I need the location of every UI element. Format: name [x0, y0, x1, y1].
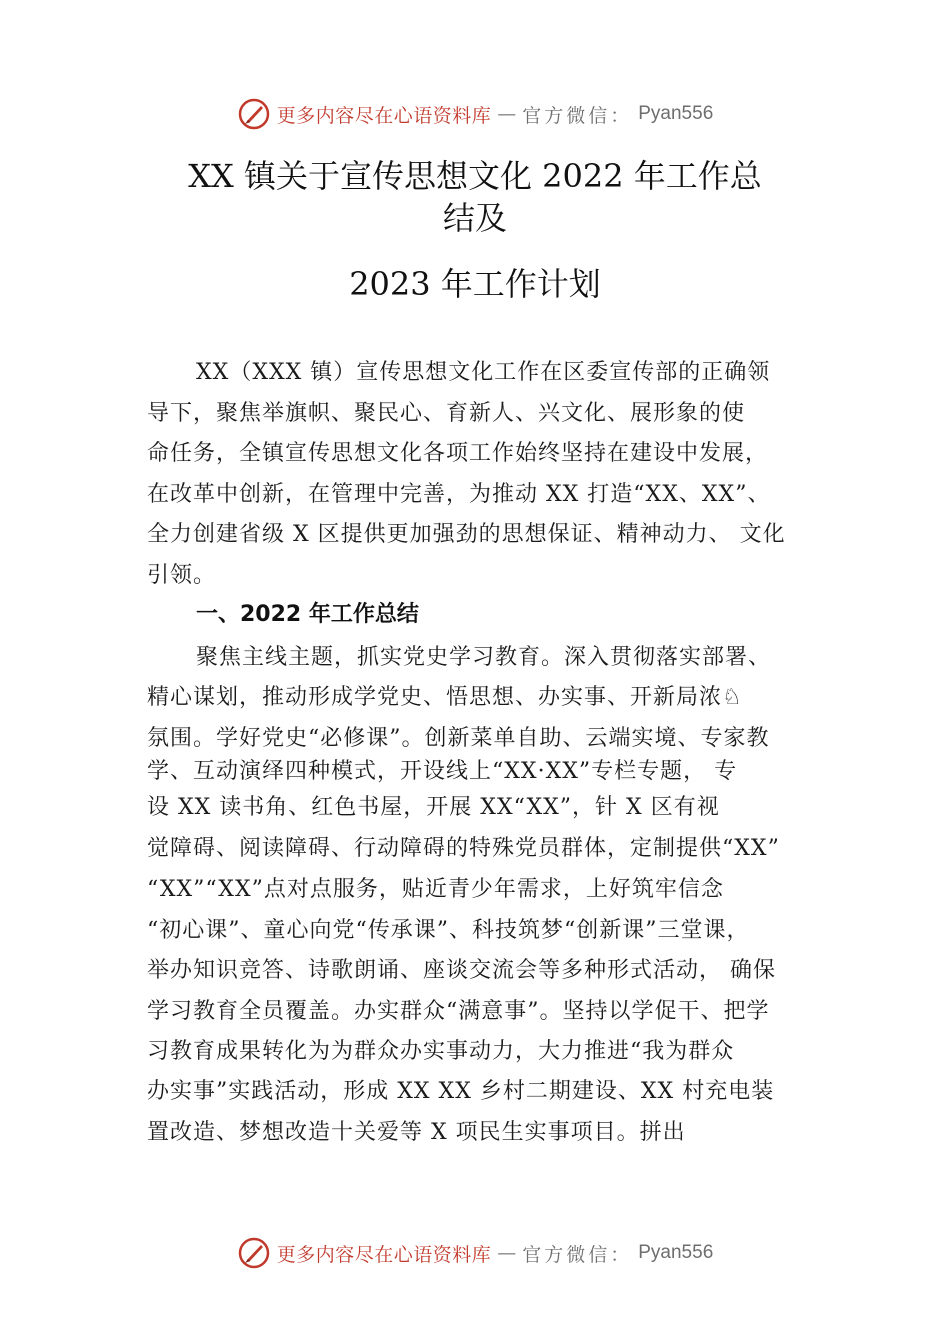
body-line: 学、互动演绎四种模式，开设线上“XX·XX”专栏专题， 专	[147, 759, 738, 784]
watermark-label: 官方微信：	[522, 1243, 633, 1266]
body-line: 习教育成果转化为为群众办实事动力，大力推进“我为群众	[147, 1039, 735, 1064]
body-line: 学习教育全员覆盖。办实群众“满意事”。坚持以学促干、把学	[147, 999, 770, 1024]
brand-logo-icon	[237, 1236, 271, 1270]
brand-logo-icon	[237, 97, 271, 131]
watermark-wechat-id: Pyan556	[638, 1242, 714, 1263]
watermark-brand-text: 更多内容尽在心语资料库	[276, 104, 492, 127]
document-title-line-1: XX 镇关于宣传思想文化 2022 年工作总	[188, 157, 762, 195]
section-heading: 一、2022 年工作总结	[196, 602, 419, 627]
watermark-brand-text: 更多内容尽在心语资料库	[276, 1243, 492, 1266]
watermark-header	[0, 97, 950, 131]
watermark-separator: —	[497, 1242, 517, 1264]
body-line: “初心课”、童心向党“传承课”、科技筑梦“创新课”三堂课，	[147, 918, 750, 943]
watermark-separator: —	[497, 103, 517, 125]
intro-line: 引领。	[147, 563, 217, 588]
body-line: 觉障碍、阅读障碍、行动障碍的特殊党员群体，定制提供“XX”	[147, 836, 780, 861]
intro-line: 导下，聚焦举旗帜、聚民心、育新人、兴文化、展形象的使	[147, 401, 746, 426]
body-line: 设 XX 读书角、红色书屋，开展 XX“XX”，针 X 区有视	[147, 795, 720, 820]
intro-line: 全力创建省级 X 区提供更加强劲的思想保证、精神动力、 文化	[147, 522, 786, 547]
body-line: 置改造、梦想改造十关爱等 X 项民生实事项目。拼出	[147, 1120, 686, 1145]
watermark-wechat-id: Pyan556	[638, 103, 714, 124]
intro-line: 在改革中创新，在管理中完善，为推动 XX 打造“XX、XX”、	[147, 482, 771, 507]
document-title-line-2: 结及	[442, 199, 507, 237]
body-line: 聚焦主线主题，抓实党史学习教育。深入贯彻落实部署、	[196, 645, 772, 670]
watermark-footer	[0, 1236, 950, 1270]
document-title-line-3: 2023 年工作计划	[349, 265, 601, 303]
body-line: 举办知识竞答、诗歌朗诵、座谈交流会等多种形式活动， 确保	[147, 958, 776, 983]
watermark-label: 官方微信：	[522, 104, 633, 127]
intro-line: 命任务，全镇宣传思想文化各项工作始终坚持在建设中发展，	[147, 441, 769, 466]
body-line: 氛围。学好党史“必修课”。创新菜单自助、云端实境、专家教	[147, 726, 770, 751]
intro-line: XX（XXX 镇）宣传思想文化工作在区委宣传部的正确领	[196, 360, 771, 385]
body-line: “XX”“XX”点对点服务，贴近青少年需求，上好筑牢信念	[147, 877, 724, 902]
body-line: 办实事”实践活动，形成 XX XX 乡村二期建设、XX 村充电装	[147, 1079, 775, 1104]
body-line: 精心谋划，推动形成学党史、悟思想、办实事、开新局浓♘	[147, 685, 743, 710]
